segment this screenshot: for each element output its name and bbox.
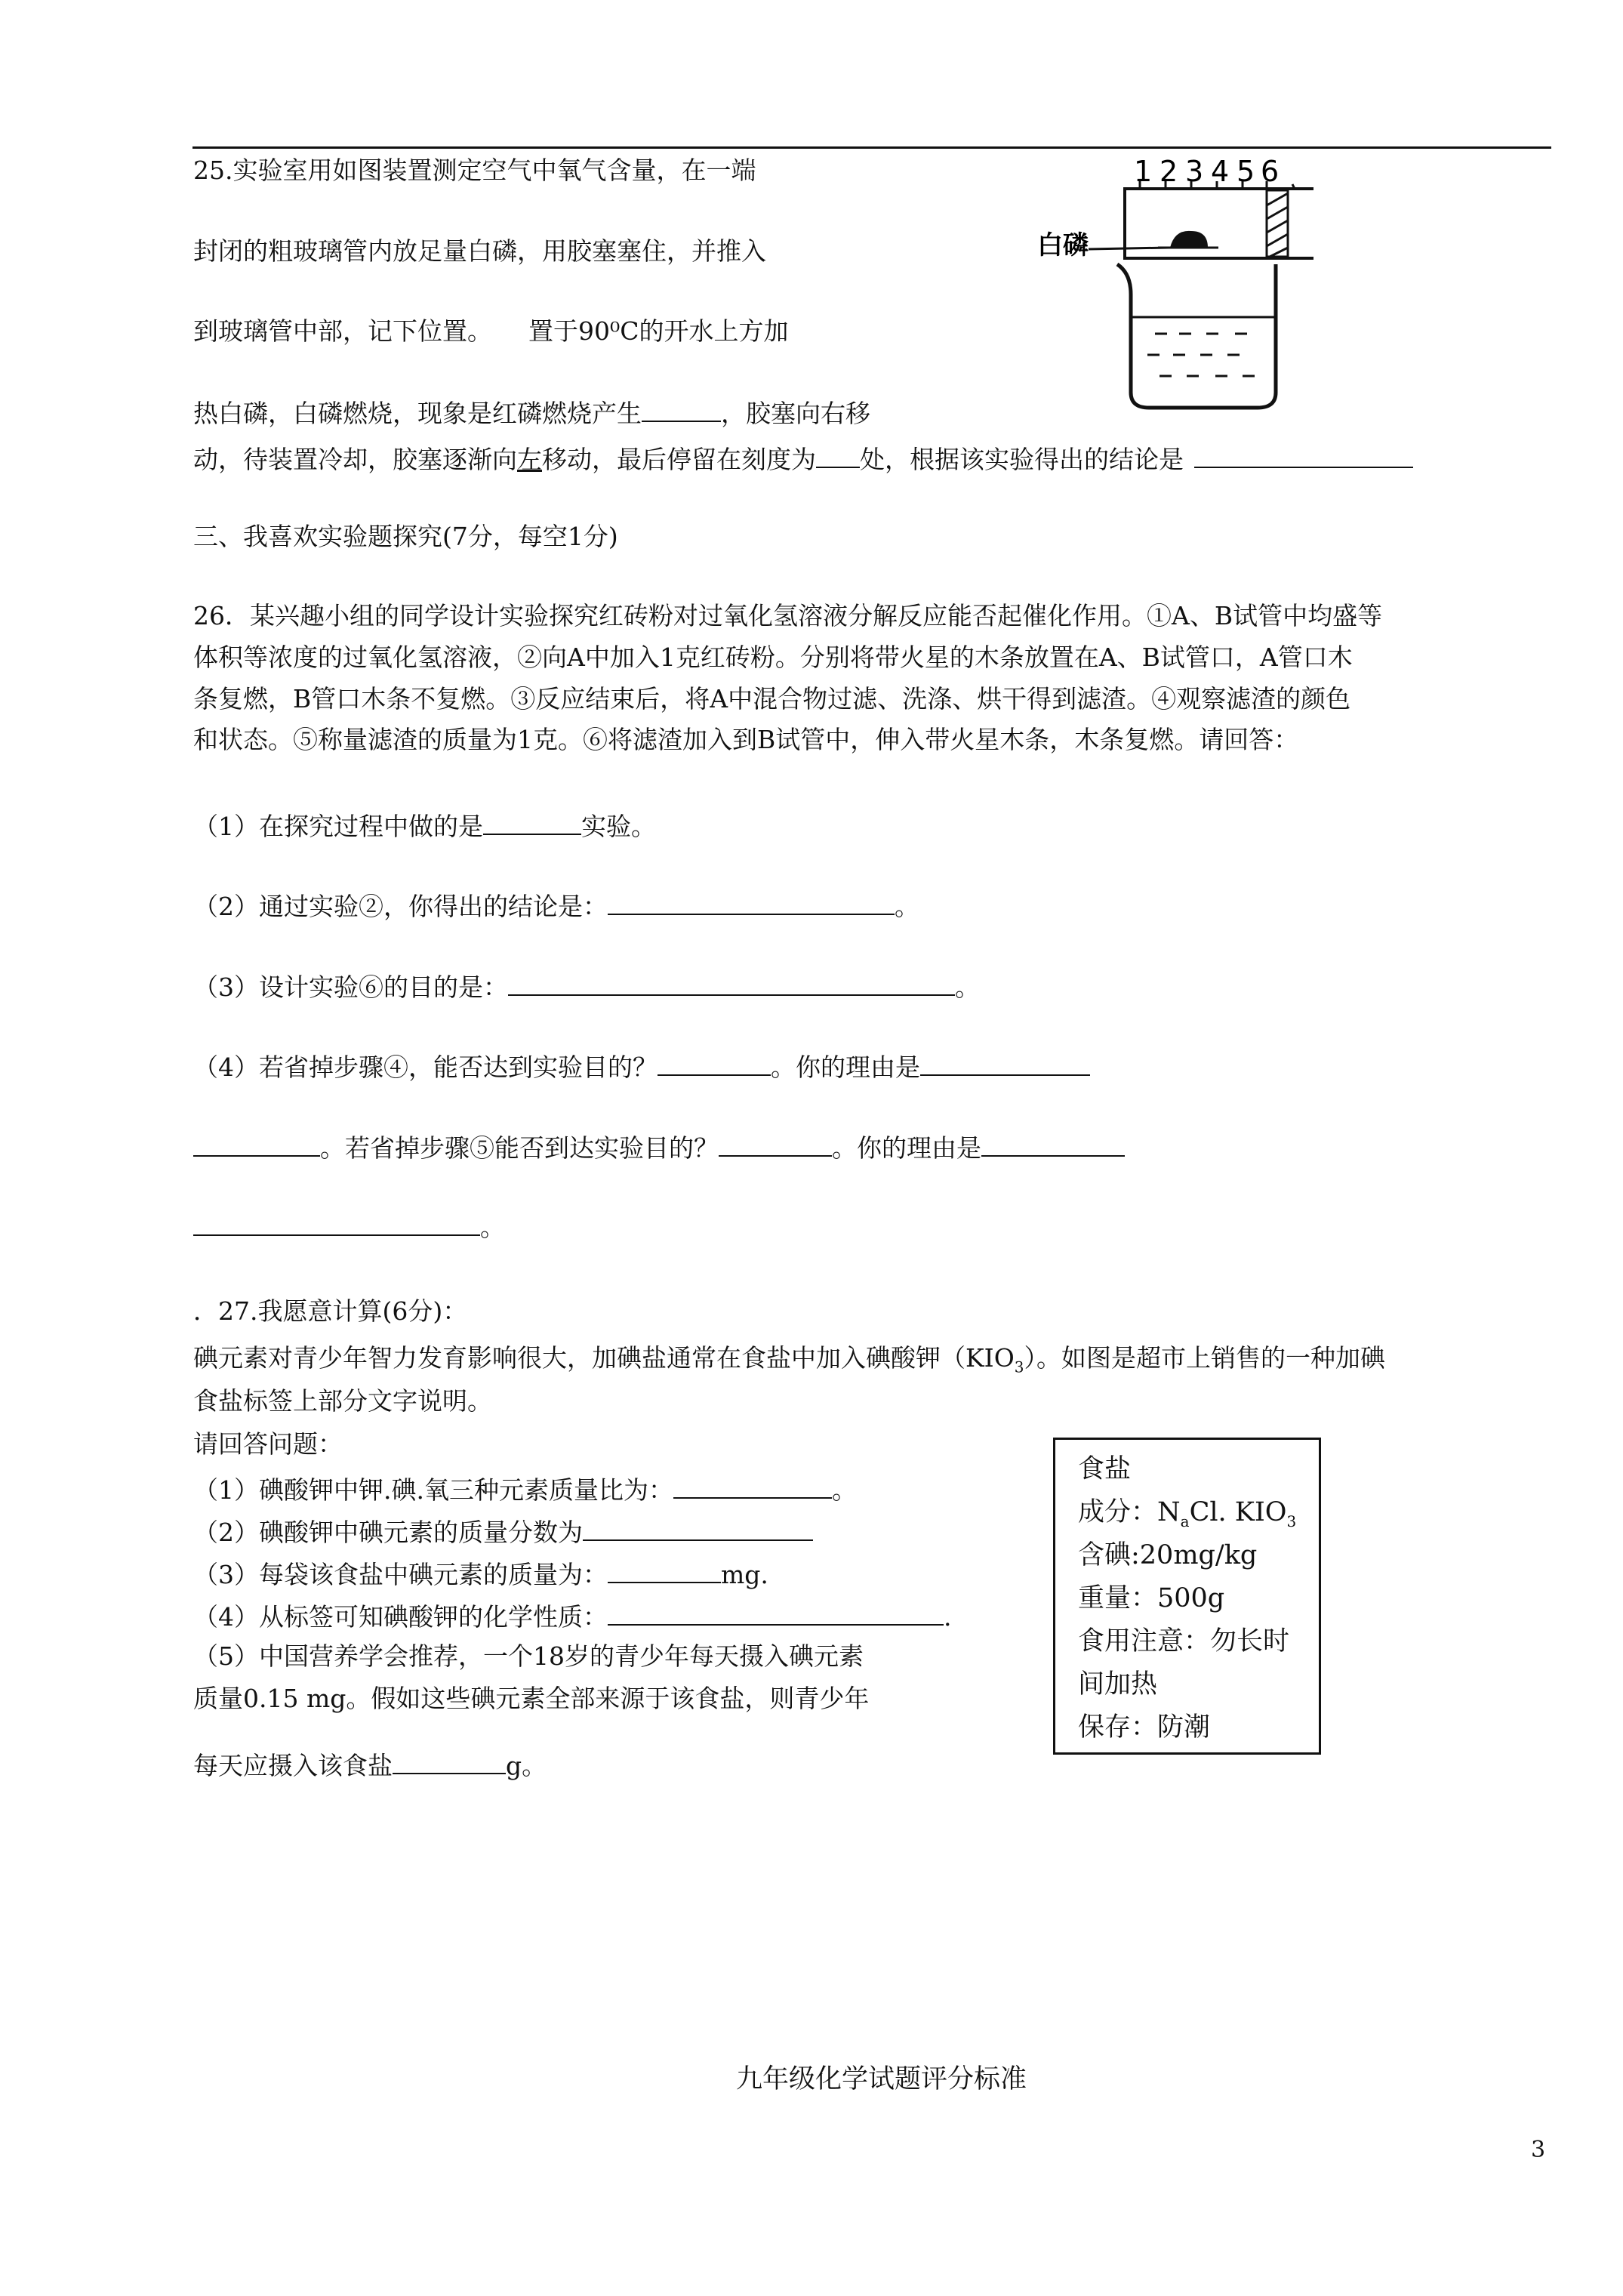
q25-line4: [193, 398, 870, 426]
q27-intro1a: 碘元素对青少年智力发育影响很大，加碘盐通常在食盐中加入碘酸钾（KIO: [193, 1343, 1015, 1373]
q25-line3a: 到玻璃管中部，记下位置。: [193, 316, 492, 346]
blank-25-3[interactable]: [1194, 444, 1413, 468]
q27-sub4: [193, 1601, 952, 1632]
q27-sub5-line2: 质量0.15 mg。假如这些碘元素全部来源于该食盐，则青少年: [193, 1684, 870, 1713]
label-ingredients: [1078, 1499, 1296, 1529]
top-rule: [192, 146, 1551, 149]
blank-26-1[interactable]: [483, 811, 581, 835]
q27-sub3-end: mg.: [721, 1560, 768, 1589]
q26-sub3-text: （3）设计实验⑥的目的是：: [193, 972, 508, 1002]
q27-sub5-line3-text: 每天应摄入该食盐: [193, 1751, 393, 1780]
q27-intro2: 食盐标签上部分文字说明。: [193, 1386, 492, 1416]
q26-sub3-end: 。: [955, 972, 980, 1002]
scale-2: 2: [1160, 155, 1178, 188]
q25-line1: 25.实验室用如图装置测定空气中氧气含量，在一端: [193, 156, 756, 185]
scale-5: 5: [1236, 155, 1255, 188]
q27-sub2-text: （2）碘酸钾中碘元素的质量分数为: [193, 1518, 583, 1547]
label-ingredients-sub2: 3: [1286, 1512, 1297, 1530]
q26-para4: 和状态。⑤称量滤渣的质量为1克。⑥将滤渣加入到B试管中，伸入带火星木条，木条复燃。请回答：: [193, 725, 1299, 754]
phosphorus-label: 白磷: [1037, 230, 1089, 260]
q26-sub2-end: 。: [895, 892, 919, 921]
blank-25-2[interactable]: [816, 444, 860, 468]
label-note2: 间加热: [1078, 1669, 1158, 1700]
label-ingredients-b: Cl. KIO: [1189, 1497, 1287, 1527]
q27-sub1: [193, 1475, 857, 1505]
label-ingredients-a: 成分：N: [1078, 1497, 1181, 1527]
q26-para3: 条复燃，B管口木条不复燃。③反应结束后，将A中混合物过滤、洗涤、烘干得到滤渣。④观察滤渣的颜色: [193, 684, 1351, 713]
blank-26-6[interactable]: [193, 1133, 320, 1157]
blank-27-4[interactable]: [608, 1601, 944, 1626]
q26-sub1-text: （1）在探究过程中做的是: [193, 812, 483, 841]
q26-sub5: [193, 1133, 1125, 1163]
q25-line5a: 动，待装置冷却，胶塞逐渐向: [193, 445, 517, 474]
q25-line4b: ，胶塞向右移: [721, 399, 870, 428]
blank-25-1[interactable]: [642, 398, 721, 422]
q26-sub4-text: （4）若省掉步骤④，能否达到实验目的？: [193, 1052, 658, 1082]
page-number: 3: [1531, 2137, 1546, 2163]
q27-ask: 请回答问题：: [193, 1429, 343, 1459]
blank-26-8[interactable]: [981, 1133, 1125, 1157]
scale-1: 1: [1134, 155, 1153, 188]
q26-sub5-text: 。若省掉步骤⑤能否到达实验目的？: [320, 1133, 719, 1163]
q26-sub5-mid: 。你的理由是: [832, 1133, 981, 1163]
q27-sub5-line3: [193, 1750, 547, 1778]
section3-title: 三、我喜欢实验题探究(7分，每空1分): [193, 522, 618, 551]
q27-intro1: [193, 1345, 1385, 1375]
q27-sub2: [193, 1517, 813, 1545]
q25-line4a: 热白磷，白磷燃烧，现象是红磷燃烧产生: [193, 399, 642, 428]
blank-26-4[interactable]: [658, 1052, 771, 1076]
q26-sub6: [193, 1212, 505, 1240]
q26-sub1-end: 实验。: [581, 812, 656, 841]
q27-sub4-end: .: [944, 1602, 952, 1632]
q25-line5b: 左: [517, 445, 542, 474]
q27-sub4-text: （4）从标签可知碘酸钾的化学性质：: [193, 1602, 608, 1632]
scale-6: 6: [1261, 155, 1280, 188]
label-iodine: 含碘:20mg/kg: [1078, 1540, 1258, 1570]
q27-sub1-end: 。: [831, 1475, 857, 1505]
q27-title: ．27.我愿意计算(6分)：: [193, 1296, 468, 1326]
q27-intro1b: ）。如图是超市上销售的一种加碘: [1024, 1343, 1385, 1373]
label-weight: 重量：500g: [1078, 1583, 1225, 1613]
blank-26-3[interactable]: [508, 972, 955, 996]
q27-sub3: [193, 1559, 768, 1587]
blank-27-2[interactable]: [583, 1517, 813, 1541]
blank-26-7[interactable]: [719, 1133, 832, 1157]
salt-label-box: [1053, 1438, 1321, 1755]
water-lines: [1147, 334, 1255, 376]
blank-26-2[interactable]: [608, 891, 895, 915]
q27-intro1-sub: 3: [1014, 1358, 1024, 1376]
q25-line5: [193, 444, 1413, 472]
q26-sub3: [193, 972, 980, 1000]
label-note1: 食用注意：勿长时: [1078, 1626, 1290, 1657]
scale-4: 4: [1211, 155, 1230, 188]
q26-sub4: [193, 1052, 1090, 1080]
blank-27-5[interactable]: [393, 1750, 506, 1774]
q27-sub5-line1: （5）中国营养学会推荐，一个18岁的青少年每天摄入碘元素: [193, 1641, 864, 1671]
q25-line5c: 移动，最后停留在刻度为: [542, 445, 816, 474]
q26-sub2-text: （2）通过实验②，你得出的结论是：: [193, 892, 608, 921]
scale-3: 3: [1185, 155, 1204, 188]
blank-26-9[interactable]: [193, 1212, 480, 1236]
label-ingredients-sub: a: [1180, 1512, 1190, 1530]
q25-line3b: 置于90⁰C的开水上方加: [528, 316, 789, 346]
q25-line5d: 处，根据该实验得出的结论是: [860, 445, 1184, 474]
beaker: [1117, 264, 1276, 408]
q26-sub6-end: 。: [480, 1213, 505, 1242]
label-storage: 保存：防潮: [1078, 1712, 1211, 1743]
q25-line3: [193, 316, 789, 346]
blank-27-3[interactable]: [608, 1559, 721, 1583]
q26-sub1: [193, 811, 656, 839]
q26-para1: 26．某兴趣小组的同学设计实验探究红砖粉对过氧化氢溶液分解反应能否起催化作用。①A、B试管中均盛等: [193, 601, 1383, 630]
blank-26-5[interactable]: [920, 1052, 1090, 1076]
label-title: 食盐: [1078, 1454, 1132, 1484]
q27-sub1-text: （1）碘酸钾中钾.碘.氧三种元素质量比为：: [193, 1475, 673, 1505]
q26-sub4-mid: 。你的理由是: [771, 1052, 920, 1082]
scoring-heading: 九年级化学试题评分标准: [736, 2064, 1027, 2094]
q25-line2: 封闭的粗玻璃管内放足量白磷，用胶塞塞住，并推入: [193, 236, 766, 266]
blank-27-1[interactable]: [673, 1475, 832, 1499]
apparatus-figure: [1037, 151, 1336, 423]
q26-sub2: [193, 891, 919, 919]
white-phosphorus: [1170, 231, 1208, 248]
q26-para2: 体积等浓度的过氧化氢溶液，②向A中加入1克红砖粉。分别将带火星的木条放置在A、B试管口，A管口木: [193, 643, 1353, 672]
q27-sub3-text: （3）每袋该食盐中碘元素的质量为：: [193, 1560, 608, 1589]
q27-sub5-line3-end: g。: [506, 1751, 547, 1780]
